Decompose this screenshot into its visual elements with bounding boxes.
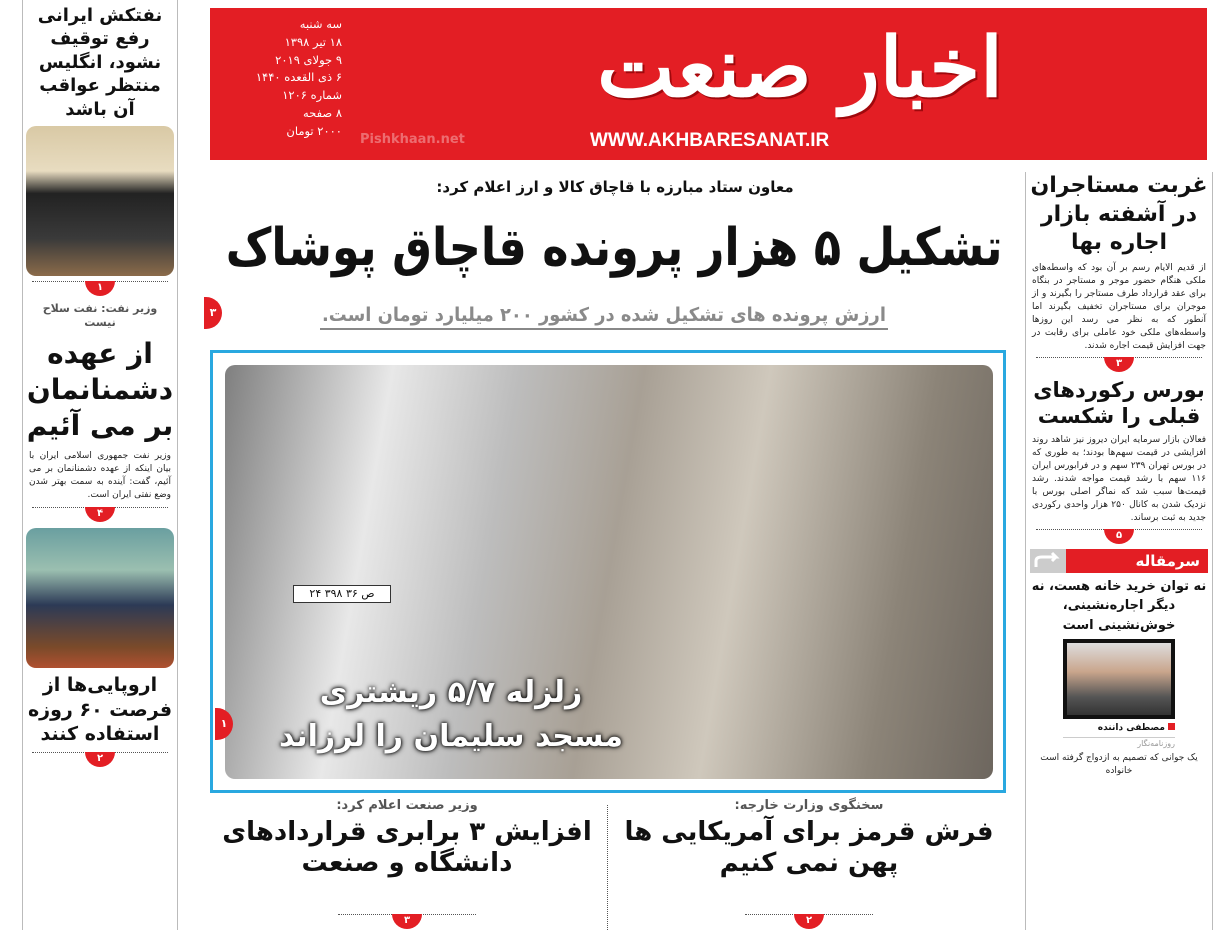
logo-text: اخبار صنعت — [597, 20, 1003, 116]
author-name-text: مصطفی داننده — [1097, 723, 1165, 734]
left-column — [22, 0, 178, 930]
divider — [1030, 357, 1208, 373]
story-kicker: سخنگوی وزارت خارجه: — [734, 798, 884, 813]
issue-date-hijri: ۶ ذی القعده ۱۴۴۰ — [255, 70, 342, 85]
divider — [739, 914, 879, 930]
story-headline[interactable]: فرش قرمز برای آمریکایی ها پهن نمی کنیم — [624, 816, 994, 879]
newspaper-logo — [410, 13, 1190, 123]
issue-number: شماره ۱۲۰۶ — [282, 88, 342, 103]
left-kicker: وزیر نفت: نفت سلاح نیست — [42, 301, 158, 330]
divider — [26, 507, 174, 523]
watermark: Pishkhaan.net — [360, 132, 465, 147]
editorial-label: سرمقاله — [1066, 549, 1208, 573]
page-badge[interactable]: ۱ — [215, 708, 233, 740]
issue-date-fa: ۱۸ تیر ۱۳۹۸ — [284, 34, 342, 49]
right-headline-2[interactable]: بورس رکوردهای قبلی را شکست — [1033, 378, 1205, 429]
issue-date-en: ۹ جولای ۲۰۱۹ — [275, 52, 342, 67]
main-kicker-text: معاون ستاد مبارزه با قاچاق کالا و ارز اعلام کرد: — [436, 178, 794, 196]
photo-story-frame — [210, 350, 1006, 793]
story-kicker: وزیر صنعت اعلام کرد: — [336, 798, 478, 813]
divider — [26, 752, 174, 768]
main-subhead — [320, 302, 888, 330]
page-badge[interactable]: ۳ — [204, 297, 222, 329]
page-badge[interactable]: ۱ — [85, 281, 115, 296]
right-body-2: فعالان بازار سرمایه ایران دیروز نیز شاهد روند افزایشی در قیمت سهم‌ها بودند؛ به طوری که در بورس تهران ۲۳۹ سهم و در فرابورس ایران ۱۱۶ سهم با رشد قیمت مواجه شدند. رشد قیمت‌ها سبب شد که نماگر اصلی بورس با نزدیک شدن به کانال ۲۵۰ هزار واحدی رکوردی جدید به ثبت برساند. — [1032, 434, 1207, 523]
masthead — [210, 8, 1207, 160]
right-body-1: از قدیم الایام رسم بر آن بود که واسطه‌های ملکی هنگام حضور موجر و مستاجر در بنگاه برای عقد قرارداد طرف مستاجر را بگیرند و از موجران برای مستاجران تخفیف بگیرند اما آنطور که به نظر می رسد این روزها واسطه‌های ملکی خود عاملی برای رقابت در جهت افزایش قیمت اجاره شدند. — [1032, 262, 1206, 352]
divider — [1030, 529, 1208, 545]
story-headline[interactable]: افزایش ۳ برابری قراردادهای دانشگاه و صنعت — [222, 816, 592, 879]
editorial-body: یک جوانی که تصمیم به ازدواج گرفته است خانواده — [1040, 753, 1198, 777]
left-headline[interactable]: از عهده دشمنانمان بر می آئیم — [26, 336, 174, 443]
issue-day: سه شنبه — [299, 17, 342, 31]
author-name — [1063, 723, 1175, 733]
website-url[interactable]: WWW.AKHBARESANAT.IR — [590, 130, 830, 151]
page-badge[interactable]: ۳ — [1104, 357, 1134, 372]
page-badge[interactable]: ۵ — [1104, 529, 1134, 544]
left-bottom-headline[interactable]: اروپایی‌ها از فرصت ۶۰ روزه استفاده کنند — [27, 673, 173, 746]
editorial-header — [1030, 549, 1208, 573]
right-column — [1025, 172, 1213, 930]
caption-line-1: زلزله ۵/۷ ریشتری — [319, 675, 583, 710]
main-headline-text: تشکیل ۵ هزار پرونده قاچاق پوشاک — [225, 218, 1003, 278]
main-headline[interactable] — [224, 212, 1004, 284]
main-kicker — [230, 178, 1000, 198]
page-badge[interactable]: ۲ — [794, 914, 824, 929]
left-top-headline[interactable]: نفتکش ایرانی رفع توقیف نشود، انگلیس منتظر عواقب آن باشد — [37, 5, 163, 120]
bottom-story-2[interactable] — [212, 798, 602, 930]
caption-line-2: مسجد سلیمان را لرزاند — [279, 718, 623, 754]
page-badge[interactable]: ۲ — [85, 752, 115, 767]
raisi-photo — [26, 126, 174, 276]
photo-caption[interactable] — [241, 671, 661, 758]
license-plate: ۲۴ ۳۹۸ ص ۳۶ — [293, 585, 391, 603]
page-badge[interactable]: ۴ — [85, 507, 115, 522]
left-body: وزیر نفت جمهوری اسلامی ایران با بیان اینکه از عهده دشمنانمان بر می آئیم، گفت: آینده به سمت بهتر شدن وضع نفتی ایران است. — [29, 450, 171, 500]
bottom-story-1[interactable] — [614, 798, 1004, 930]
author-photo — [1063, 639, 1175, 719]
divider — [332, 914, 482, 930]
issue-info — [222, 16, 342, 141]
right-headline-1[interactable]: غربت مستاجران در آشفته بازار اجاره بها — [1030, 173, 1208, 256]
page-badge[interactable]: ۳ — [392, 914, 422, 929]
divider — [26, 281, 174, 297]
main-subhead-text: ارزش پرونده های تشکیل شده در کشور ۲۰۰ میلیارد تومان است. — [322, 304, 886, 326]
divider — [607, 805, 608, 930]
author-role: روزنامه‌نگار — [1063, 737, 1175, 748]
jahangiri-photo — [26, 528, 174, 668]
issue-pages: ۸ صفحه — [302, 106, 342, 121]
issue-price: ۲۰۰۰ تومان — [286, 123, 342, 138]
editorial-title[interactable]: نه توان خرید خانه هست، نه دیگر اجاره‌نشینی، خوش‌نشینی است — [1031, 578, 1207, 633]
arrow-icon — [1030, 549, 1066, 573]
